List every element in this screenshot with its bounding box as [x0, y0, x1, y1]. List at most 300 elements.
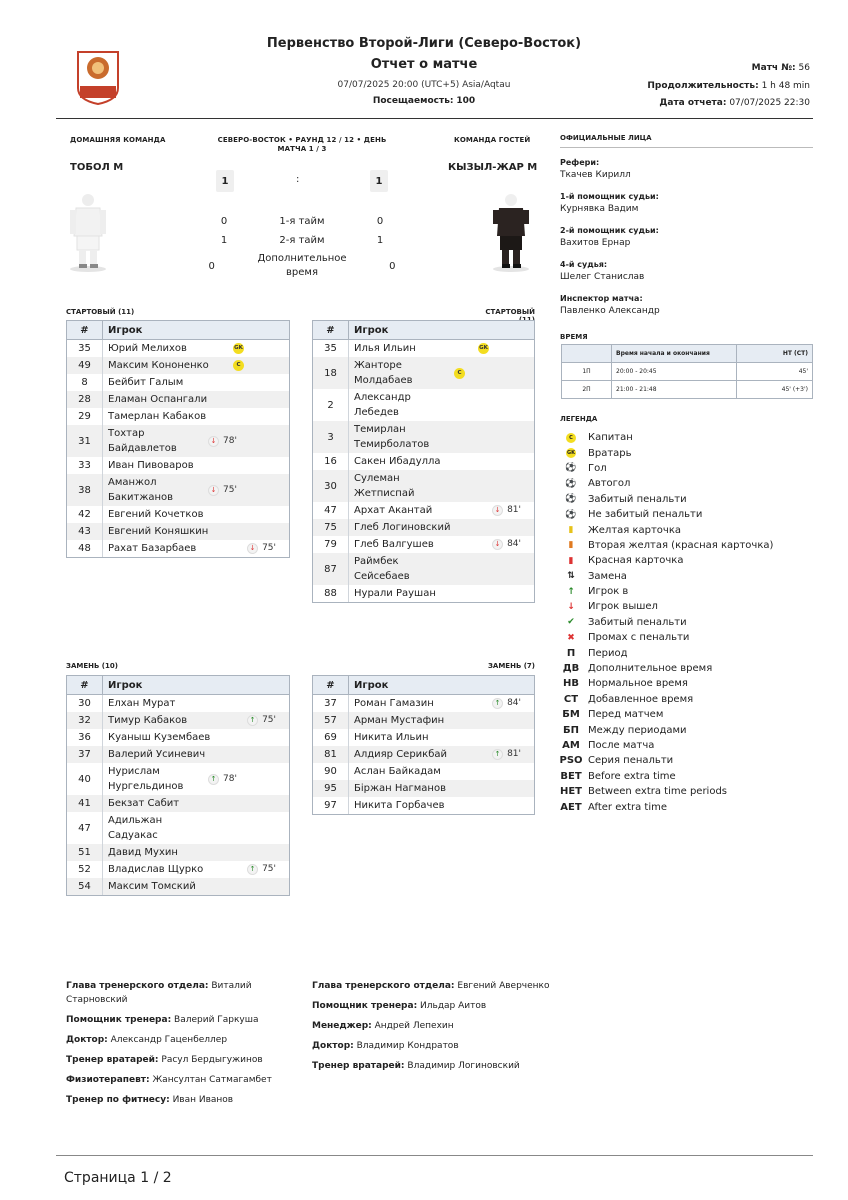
goalkeeper-badge-icon: GK: [233, 343, 244, 354]
staff-name: Владимир Кондратов: [353, 1041, 459, 1051]
player-cell: [103, 425, 290, 457]
table-row: [67, 506, 290, 523]
player-name: Бекзат Сабит: [108, 798, 180, 809]
legend-item: [560, 676, 813, 691]
legend-item: [560, 476, 813, 491]
staff-name: Ильдар Аитов: [417, 1001, 487, 1011]
legend-item: [560, 461, 813, 476]
player-cell: [349, 585, 535, 603]
half-row: [206, 250, 398, 282]
table-header: [313, 321, 535, 340]
between-periods-abbr: БП: [563, 724, 579, 736]
table-row: [67, 861, 290, 878]
page-number: Страница 1 / 2: [64, 1170, 172, 1186]
table-row: [67, 374, 290, 391]
player-name: Еламан Оспангали: [108, 394, 208, 405]
player-number: 69: [313, 729, 349, 746]
table-row: [313, 763, 535, 780]
legend-label: Не забитый пенальти: [588, 509, 703, 521]
player-cell-inner: [354, 747, 529, 762]
player-name: Иван Пивоваров: [108, 460, 194, 471]
player-cell-inner: [108, 541, 284, 556]
player-cell: [103, 474, 290, 506]
official-name: Ткачев Кирилл: [560, 170, 631, 180]
table-row: [67, 729, 290, 746]
legend-item: [560, 507, 813, 522]
staff-member: [66, 979, 296, 1007]
player-number: 3: [313, 421, 349, 453]
substitution-minute: 75': [262, 864, 276, 874]
player-number: 31: [67, 425, 103, 457]
table-header: [67, 676, 290, 695]
legend-label: Промах с пенальти: [588, 632, 690, 644]
player-name: Глеб Валгушев: [354, 539, 434, 550]
report-date: Дата отчета: 07/07/2025 22:30: [659, 98, 810, 108]
player-cell-inner: [108, 475, 284, 505]
player-cell: [103, 457, 290, 474]
table-row: [313, 553, 535, 585]
player-cell: [103, 812, 290, 844]
player-name: Адильжан Садуакас: [108, 815, 163, 841]
player-name: Юрий Мелихов: [108, 343, 187, 354]
half-home-score: 1: [220, 235, 228, 246]
player-number: 29: [67, 408, 103, 425]
player-name: Темирлан Темирболатов: [354, 424, 430, 450]
legend-item: [560, 645, 813, 660]
player-name: Нурали Раушан: [354, 588, 436, 599]
player-cell: [103, 746, 290, 763]
player-number: 95: [313, 780, 349, 797]
table-row: [67, 712, 290, 729]
staff-member: [312, 1019, 552, 1033]
player-cell-inner: [354, 713, 529, 728]
player-name: Максим Кононенко: [108, 360, 209, 371]
time-period: 2П: [562, 381, 612, 399]
legend-item: [560, 753, 813, 768]
home-staff: [66, 979, 296, 1113]
away-start-label: СТАРТОВЫЙ: [485, 308, 535, 316]
legend-label: Желтая карточка: [588, 524, 681, 536]
player-in-icon: ↑: [247, 864, 258, 875]
time-range: 21:00 - 21:48: [612, 381, 737, 399]
normal-time-abbr: НВ: [563, 678, 579, 690]
player-name: Біржан Нагманов: [354, 783, 446, 794]
table-row: [313, 797, 535, 815]
legend-label: Гол: [588, 462, 607, 474]
player-cell: [349, 746, 535, 763]
player-cell-inner: [354, 358, 529, 388]
official-role: 2-й помощник судьи:: [560, 226, 659, 235]
player-cell: [349, 421, 535, 453]
legend-item: [560, 584, 813, 599]
player-cell-inner: [354, 554, 529, 584]
staff-role: Помощник тренера:: [312, 1001, 418, 1011]
substitution-minute: 78': [223, 435, 237, 446]
period-abbr: П: [566, 647, 576, 659]
away-subs-table: [312, 675, 535, 815]
half-label: 1-я тайм: [279, 215, 325, 227]
legend-label: After extra time: [588, 801, 668, 813]
player-cell-inner: [108, 796, 284, 811]
away-starting-table: [312, 320, 535, 603]
legend-item: [560, 661, 813, 676]
away-score: 1: [370, 170, 388, 192]
player-number: 30: [67, 695, 103, 713]
staff-member: [66, 1053, 296, 1067]
player-cell: [103, 712, 290, 729]
player-name: Евгений Коняшкин: [108, 526, 209, 537]
player-number: 30: [313, 470, 349, 502]
player-name: Бейбит Галым: [108, 377, 184, 388]
away-kit-icon: [489, 192, 533, 278]
official-name: Шелег Станислав: [560, 272, 645, 282]
player-name: Сулеман Жетписпай: [354, 473, 415, 499]
score-separator: :: [296, 174, 300, 185]
player-out-icon: ↓: [208, 485, 219, 496]
staff-role: Тренер вратарей:: [312, 1061, 405, 1071]
player-cell: [349, 389, 535, 421]
player-number: 43: [67, 523, 103, 540]
staff-role: Глава тренерского отдела:: [66, 981, 209, 991]
official-name: Вахитов Ернар: [560, 238, 631, 248]
player-number: 37: [313, 695, 349, 713]
player-number: 40: [67, 763, 103, 795]
player-cell: [103, 340, 290, 358]
player-cell: [349, 695, 535, 713]
player-cell-inner: [354, 798, 529, 813]
time-row: [562, 381, 813, 399]
staff-role: Помощник тренера:: [66, 1015, 172, 1025]
half-away-score: 0: [389, 260, 396, 272]
player-cell-inner: [108, 845, 284, 860]
staff-name: Валерий Гаркуша: [171, 1015, 259, 1025]
player-number: 49: [67, 357, 103, 374]
staff-role: Тренер вратарей:: [66, 1055, 159, 1065]
legend-label: Красная карточка: [588, 555, 684, 567]
player-cell-inner: [108, 747, 284, 762]
player-name: Жанторе Молдабаев: [354, 360, 413, 386]
officials-title: ОФИЦИАЛЬНЫЕ ЛИЦА: [560, 134, 652, 142]
col-player-header: Игрок: [103, 321, 290, 340]
after-match-abbr: АМ: [562, 740, 580, 751]
home-team-name: ТОБОЛ М: [70, 162, 124, 173]
player-cell: [103, 408, 290, 425]
home-sub-label: ЗАМЕНЬ (10): [66, 662, 118, 670]
legend-item: [560, 430, 813, 445]
player-cell: [103, 695, 290, 713]
home-kit-icon: [66, 192, 110, 278]
staff-member: [66, 1093, 296, 1107]
player-number: 57: [313, 712, 349, 729]
player-number: 87: [313, 553, 349, 585]
player-cell: [349, 780, 535, 797]
home-start-label: СТАРТОВЫЙ (11): [66, 308, 135, 316]
table-row: [313, 421, 535, 453]
player-cell: [349, 470, 535, 502]
player-name: Александр Лебедев: [354, 392, 411, 418]
col-number-header: #: [67, 321, 103, 340]
legend-label: Забитый пенальти: [588, 616, 687, 628]
player-cell-inner: [354, 696, 529, 711]
substitution-info: [492, 696, 521, 711]
player-number: 33: [67, 457, 103, 474]
table-row: [67, 812, 290, 844]
table-row: [67, 763, 290, 795]
player-cell-inner: [108, 358, 284, 373]
bet-abbr: BET: [560, 770, 582, 782]
player-cell: [103, 540, 290, 558]
player-cell-inner: [108, 813, 284, 843]
player-in-icon: ↑: [208, 774, 219, 785]
player-cell-inner: [354, 341, 529, 356]
staff-name: Владимир Логиновский: [404, 1061, 520, 1071]
het-abbr: HET: [559, 786, 583, 798]
player-cell-inner: [354, 764, 529, 779]
captain-badge-icon: C: [454, 368, 465, 379]
time-col-range: Время начала и окончания: [612, 345, 737, 363]
table-row: [67, 523, 290, 540]
table-header: [67, 321, 290, 340]
player-cell: [349, 797, 535, 815]
staff-name: Жансултан Сатмагамбет: [149, 1075, 272, 1085]
player-name: Роман Гамазин: [354, 698, 434, 709]
table-row: [313, 519, 535, 536]
player-in-icon: ↑: [492, 698, 503, 709]
player-cell: [349, 729, 535, 746]
table-row: [313, 453, 535, 470]
staff-member: [66, 1073, 296, 1087]
official-role: Рефери:: [560, 158, 600, 167]
player-cell: [349, 519, 535, 536]
player-number: 75: [313, 519, 349, 536]
player-name: Архат Акантай: [354, 505, 433, 516]
legend-item: [560, 492, 813, 507]
match-datetime: 07/07/2025 20:00 (UTC+5) Asia/Aqtau: [337, 80, 511, 90]
player-cell-inner: [108, 764, 284, 794]
staff-name: Александр Гаценбеллер: [107, 1035, 228, 1045]
home-team-label: ДОМАШНЯЯ КОМАНДА: [70, 136, 166, 144]
player-name: Раймбек Сейсебаев: [354, 556, 410, 582]
player-name: Валерий Усиневич: [108, 749, 206, 760]
player-name: Владислав Щурко: [108, 864, 204, 875]
extra-time-abbr: ДВ: [562, 663, 580, 675]
player-in-icon: ↑: [492, 749, 503, 760]
player-number: 90: [313, 763, 349, 780]
player-cell-inner: [108, 409, 284, 424]
away-staff: [312, 979, 552, 1079]
red-card-icon: ▮: [568, 555, 574, 566]
staff-role: Физиотерапевт:: [66, 1075, 150, 1085]
footer-divider: [56, 1155, 813, 1156]
staff-role: Доктор:: [312, 1041, 354, 1051]
time-header: [562, 345, 813, 363]
table-row: [67, 408, 290, 425]
table-row: [313, 729, 535, 746]
substitution-minute: 78': [223, 773, 237, 784]
legend-label: Before extra time: [588, 770, 676, 782]
table-row: [67, 357, 290, 374]
col-player-header: Игрок: [103, 676, 290, 695]
substitution-info: [492, 503, 521, 518]
player-cell-inner: [354, 454, 529, 469]
half-away-score: 1: [376, 235, 384, 246]
player-number: 36: [67, 729, 103, 746]
legend-label: Нормальное время: [588, 678, 688, 690]
legend-label: Вторая желтая (красная карточка): [588, 539, 774, 551]
table-row: [313, 470, 535, 502]
player-number: 35: [313, 340, 349, 358]
penalty-scored-icon: ⚽: [565, 494, 577, 505]
substitution-minute: 81': [507, 505, 521, 515]
player-cell-inner: [108, 879, 284, 894]
player-cell-inner: [354, 471, 529, 501]
legend-item: [560, 707, 813, 722]
staff-name: Расул Бердыгужинов: [158, 1055, 263, 1065]
player-cell: [103, 795, 290, 812]
staff-name: Андрей Лепехин: [371, 1021, 454, 1031]
player-number: 8: [67, 374, 103, 391]
player-number: 81: [313, 746, 349, 763]
player-name: Арман Мустафин: [354, 715, 445, 726]
player-cell-inner: [354, 390, 529, 420]
col-player-header: Игрок: [349, 321, 535, 340]
col-number-header: #: [313, 676, 349, 695]
player-name: Рахат Базарбаев: [108, 543, 197, 554]
player-in-icon: ↑: [247, 715, 258, 726]
pso-abbr: PSO: [559, 755, 583, 767]
player-cell: [103, 763, 290, 795]
legend-label: Перед матчем: [588, 709, 664, 721]
player-number: 16: [313, 453, 349, 470]
goalkeeper-badge-icon: GK: [478, 343, 489, 354]
away-team-label: КОМАНДА ГОСТЕЙ: [454, 136, 531, 144]
official-role: 1-й помощник судьи:: [560, 192, 659, 201]
table-row: [67, 795, 290, 812]
player-name: Никита Ильин: [354, 732, 429, 743]
time-ht: 45': [737, 363, 813, 381]
half-row: [206, 212, 398, 231]
official-name: Павленко Александр: [560, 306, 660, 316]
legend-item: [560, 569, 813, 584]
player-name: Евгений Кочетков: [108, 509, 204, 520]
player-cell-inner: [354, 730, 529, 745]
player-cell-inner: [108, 713, 284, 728]
legend-label: После матча: [588, 740, 655, 751]
substitution-info: [247, 713, 276, 728]
player-name: Сакен Ибадулла: [354, 456, 441, 467]
captain-icon: [560, 433, 582, 443]
home-subs-table: [66, 675, 290, 896]
match-duration: Продолжительность: 1 h 48 min: [647, 81, 810, 91]
player-cell: [349, 453, 535, 470]
player-name: Никита Горбачев: [354, 800, 445, 811]
substitution-minute: 75': [223, 484, 237, 495]
player-cell-inner: [354, 781, 529, 796]
time-ht: 45' (+3'): [737, 381, 813, 399]
table-row: [67, 844, 290, 861]
yellow-card-icon: ▮: [568, 525, 574, 536]
time-col-ht: HT (CT): [737, 345, 813, 363]
round-info: СЕВЕРО-ВОСТОК • РАУНД 12 / 12 • ДЕНЬ МАТЧА 1 / 3: [217, 136, 387, 153]
player-cell-inner: [108, 458, 284, 473]
half-away-score: 0: [376, 216, 384, 227]
table-row: [67, 878, 290, 896]
table-row: [67, 340, 290, 358]
player-cell-inner: [108, 524, 284, 539]
table-row: [313, 389, 535, 421]
table-row: [313, 340, 535, 358]
player-number: 47: [313, 502, 349, 519]
table-row: [313, 502, 535, 519]
away-team-name: КЫЗЫЛ-ЖАР М: [448, 162, 538, 173]
legend-item: [560, 799, 813, 814]
legend-item: [560, 538, 813, 553]
player-cell: [103, 391, 290, 408]
player-cell: [103, 861, 290, 878]
header-divider: [56, 118, 813, 119]
player-cell: [103, 523, 290, 540]
table-row: [313, 780, 535, 797]
substitution-icon: ⇅: [567, 571, 575, 582]
player-cell-inner: [108, 426, 284, 456]
attendance: Посещаемость: 100: [372, 96, 476, 106]
substitution-info: [208, 772, 237, 787]
substitution-info: [492, 537, 521, 552]
official-name: Курнявка Вадим: [560, 204, 639, 214]
player-cell: [349, 340, 535, 358]
player-out-icon: ↓: [492, 505, 503, 516]
table-row: [313, 585, 535, 603]
player-name: Аманжол Бакитжанов: [108, 477, 174, 503]
legend-label: Автогол: [588, 478, 631, 490]
substitution-minute: 75': [262, 715, 276, 725]
official-role: 4-й судья:: [560, 260, 608, 269]
staff-member: [312, 1039, 552, 1053]
table-row: [313, 746, 535, 763]
half-home-score: 0: [220, 216, 228, 227]
table-row: [313, 712, 535, 729]
table-row: [67, 391, 290, 408]
report-subtitle: Отчет о матче: [370, 57, 478, 72]
player-name: Максим Томский: [108, 881, 196, 892]
time-period: 1П: [562, 363, 612, 381]
aet-abbr: AET: [560, 801, 582, 813]
player-name: Тимур Кабаков: [108, 715, 188, 726]
player-name: Илья Ильин: [354, 343, 416, 354]
player-name: Тамерлан Кабаков: [108, 411, 207, 422]
staff-member: [312, 979, 552, 993]
substitution-minute: 81': [507, 749, 521, 759]
player-out-icon: ↓: [247, 543, 258, 554]
legend-item: [560, 738, 813, 753]
official-role: Инспектор матча:: [560, 294, 643, 303]
player-number: 2: [313, 389, 349, 421]
time-title: ВРЕМЯ: [560, 333, 588, 341]
substitution-minute: 84': [507, 539, 521, 549]
player-cell: [103, 374, 290, 391]
before-match-abbr: БМ: [562, 709, 580, 721]
player-cell: [103, 729, 290, 746]
player-number: 28: [67, 391, 103, 408]
legend-item: [560, 553, 813, 568]
staff-name: Евгений Аверченко: [454, 981, 550, 991]
own-goal-icon: ⚽: [565, 478, 577, 489]
legend-label: Дополнительное время: [588, 663, 713, 675]
col-player-header: Игрок: [349, 676, 535, 695]
player-out-icon: ↓: [208, 436, 219, 447]
captain-badge-icon: C: [233, 360, 244, 371]
player-cell-inner: [108, 341, 284, 356]
